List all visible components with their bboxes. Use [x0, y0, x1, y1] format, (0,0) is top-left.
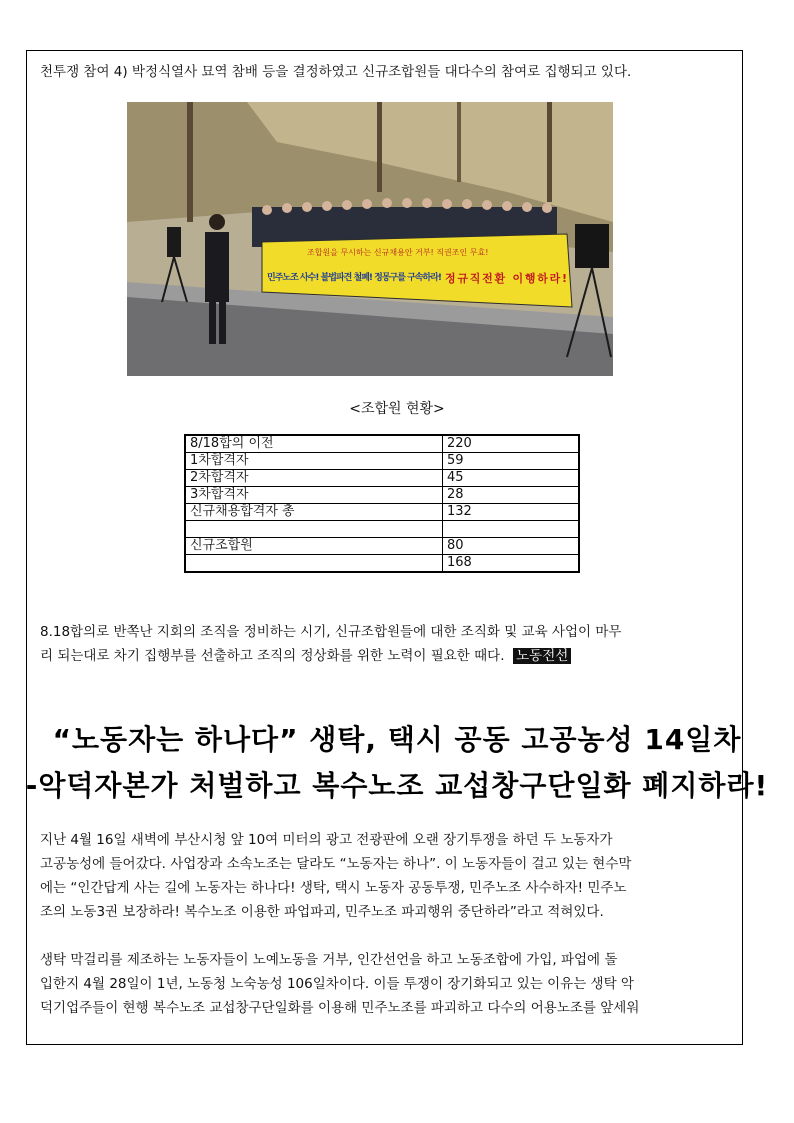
rally-photo [127, 102, 613, 376]
article-headline: “노동자는 하나다” 생탁, 택시 공동 고공농성 14일차 [52, 723, 742, 756]
member-status-table [184, 434, 580, 573]
paragraph-line: 생탁 막걸리를 제조하는 노동자들이 노예노동을 거부, 인간선언을 하고 노동조합에 가입, 파업에 돌 [40, 952, 618, 968]
article-paragraph-2 [40, 948, 730, 1020]
row-value: 132 [443, 504, 580, 521]
row-value [443, 521, 580, 538]
table-row [185, 435, 579, 453]
paragraph-line: 에는 “인간답게 사는 길에 노동자는 하나다! 생탁, 택시 노동자 공동투쟁, 민주노조 사수하자! 민주노 [40, 880, 627, 896]
table-row [185, 555, 579, 573]
table-row [185, 538, 579, 555]
banner-left-text: 민주노조 사수! 불법파견 철폐! 정몽구를 구속하라! [267, 273, 442, 283]
row-label: 2차합격자 [185, 470, 443, 487]
paragraph-line: 8.18합의로 반쪽난 지회의 조직을 정비하는 시기, 신규조합원들에 대한 조직화 및 교육 사업이 마무 [40, 624, 622, 640]
paragraph-line: 조의 노동3권 보장하라! 복수노조 이용한 파업파괴, 민주노조 파괴행위 중단하라”라고 적혀있다. [40, 904, 604, 920]
table-caption: <조합원 현황> [349, 401, 445, 417]
paragraph-line [40, 644, 730, 668]
table-row [185, 521, 579, 538]
row-value: 59 [443, 453, 580, 470]
row-label [185, 521, 443, 538]
table-row [185, 504, 579, 521]
rally-photo-graphic [127, 102, 613, 376]
source-tag: 노동전선 [513, 648, 571, 664]
row-value: 45 [443, 470, 580, 487]
paragraph-line-text: 리 되는대로 차기 집행부를 선출하고 조직의 정상화를 위한 노력이 필요한 때다. [40, 648, 505, 664]
article-paragraph-1 [40, 828, 730, 924]
row-value: 220 [443, 435, 580, 453]
row-label: 1차합격자 [185, 453, 443, 470]
banner-right-text: 정규직전환 이행하라! [445, 272, 567, 285]
row-label: 신규조합원 [185, 538, 443, 555]
article-subheadline: -악덕자본가 처벌하고 복수노조 교섭창구단일화 폐지하라! [25, 769, 769, 802]
paragraph-line: 지난 4월 16일 새벽에 부산시청 앞 10여 미터의 광고 전광판에 오랜 장기투쟁을 하던 두 노동자가 [40, 832, 613, 848]
banner-small-text: 조합원을 무시하는 신규채용안 거부! 직권조인 무효! [307, 248, 489, 257]
table-row [185, 453, 579, 470]
intro-line: 천투쟁 참여 4) 박정식열사 묘역 참배 등을 결정하였고 신규조합원들 대다수의 참여로 집행되고 있다. [40, 64, 632, 80]
row-value: 80 [443, 538, 580, 555]
row-value: 168 [443, 555, 580, 573]
row-label [185, 555, 443, 573]
row-label: 8/18합의 이전 [185, 435, 443, 453]
organizing-paragraph [40, 620, 730, 668]
paragraph-line: 덕기업주들이 현행 복수노조 교섭창구단일화를 이용해 민주노조를 파괴하고 다수의 어용노조를 앞세워 [40, 1000, 640, 1016]
table-row [185, 487, 579, 504]
row-label: 3차합격자 [185, 487, 443, 504]
row-label: 신규채용합격자 총 [185, 504, 443, 521]
row-value: 28 [443, 487, 580, 504]
table-row [185, 470, 579, 487]
paragraph-line: 입한지 4월 28일이 1년, 노동청 노숙농성 106일차이다. 이들 투쟁이 장기화되고 있는 이유는 생탁 악 [40, 976, 634, 992]
paragraph-line: 고공농성에 들어갔다. 사업장과 소속노조는 달라도 “노동자는 하나”. 이 노동자들이 걸고 있는 현수막 [40, 856, 632, 872]
